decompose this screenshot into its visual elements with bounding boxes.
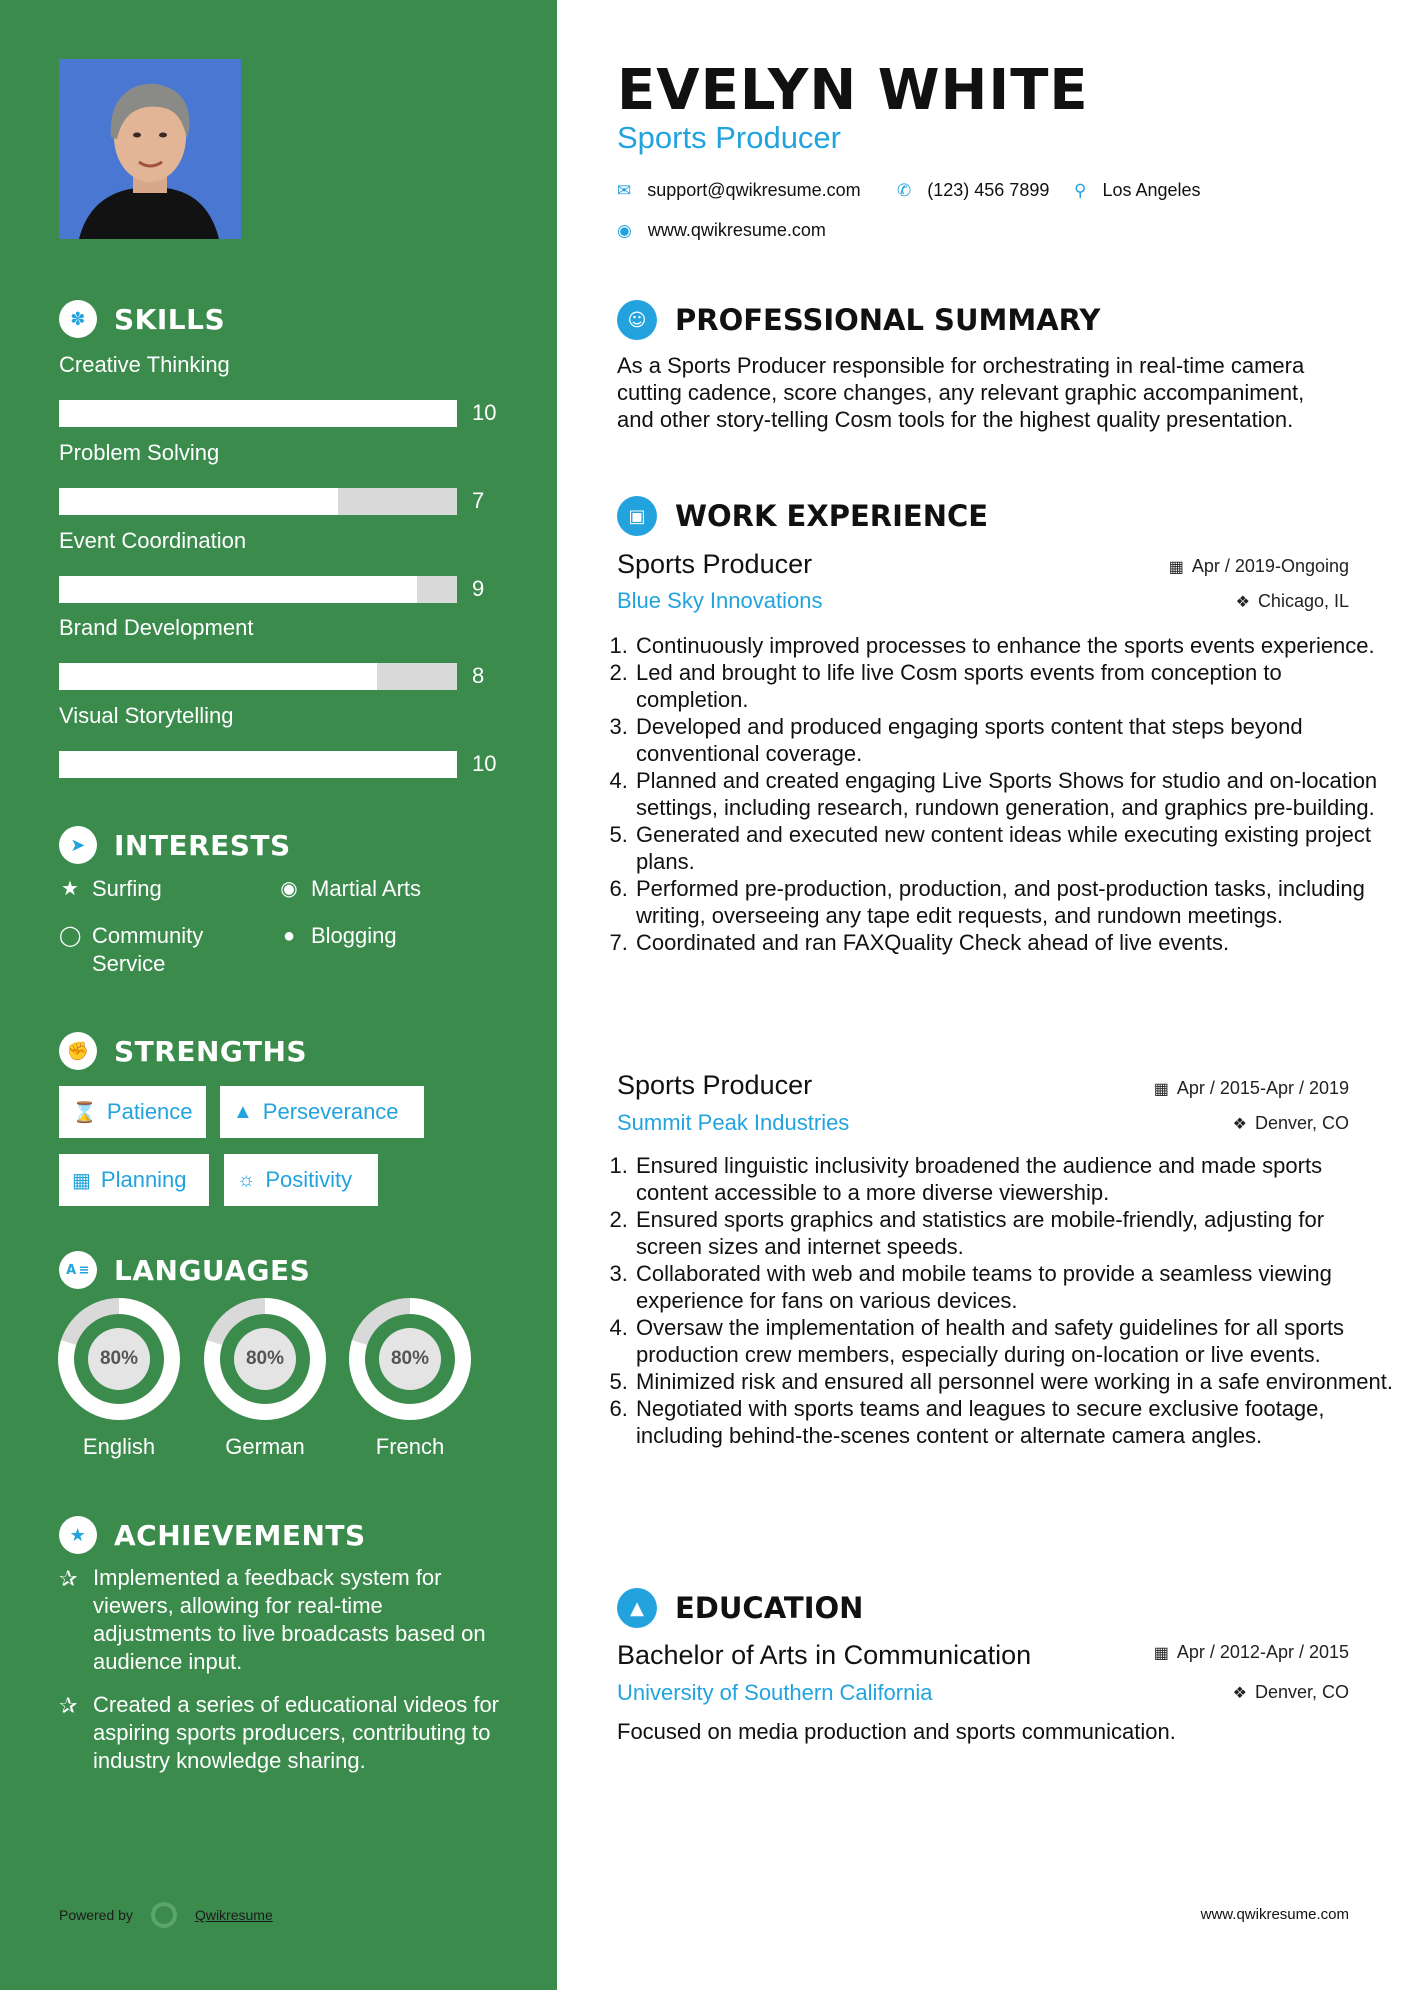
skill-bar <box>59 488 457 515</box>
interest-item <box>59 922 229 978</box>
paper-plane-icon: ➤ <box>59 826 97 864</box>
job-title: Sports Producer <box>617 549 813 579</box>
skill-name: Problem Solving <box>59 440 220 465</box>
skill-item <box>59 528 499 601</box>
pin-icon: ❖ <box>1232 1684 1247 1702</box>
list-item: 6. Negotiated with sports teams and leagues to secure exclusive footage, including behind-the-scenes content or alternate camera angles. <box>634 1395 1396 1449</box>
skill-level: 7 <box>472 488 485 513</box>
skill-item <box>59 440 499 513</box>
chair-icon: ▣ <box>617 496 657 536</box>
language-name: English <box>82 1434 156 1459</box>
skill-bar-fill <box>59 488 338 515</box>
education-location-text: Denver, CO <box>1254 1682 1349 1702</box>
skill-level: 10 <box>472 751 497 776</box>
achievement-item <box>59 1564 499 1676</box>
footer-url[interactable]: www.qwikresume.com <box>1200 1906 1349 1923</box>
qwikresume-logo-icon <box>151 1902 177 1928</box>
job-dates <box>1154 1078 1349 1099</box>
language-item <box>58 1298 180 1460</box>
skill-item <box>59 352 499 425</box>
list-item: 4. Oversaw the implementation of health and safety guidelines for all sports production crew members, especially during on-location or live events. <box>634 1314 1396 1368</box>
list-item: 7. Coordinated and ran FAXQuality Check ahead of live events. <box>634 929 1396 956</box>
contact-email <box>617 180 861 201</box>
graduation-icon: ▲ <box>617 1588 657 1628</box>
list-item: 4. Planned and created engaging Live Sports Shows for studio and on-location settings, including research, rundown generation, and graphics pre-building. <box>634 767 1396 821</box>
user-icon: ☺ <box>617 300 657 340</box>
achievements-heading <box>59 1516 366 1554</box>
achievements-title: ACHIEVEMENTS <box>114 1518 366 1552</box>
job-location-text: Chicago, IL <box>1257 591 1349 611</box>
users-icon: ● <box>282 925 296 947</box>
interest-label: Surfing <box>92 876 162 901</box>
powered-by-label: Powered by <box>59 1907 133 1923</box>
job-dates-text: Apr / 2019-Ongoing <box>1191 556 1349 576</box>
language-ring <box>204 1298 326 1420</box>
language-percent: 80% <box>234 1328 296 1390</box>
contact-location <box>1074 180 1201 201</box>
person-name: EVELYN WHITE <box>617 58 1089 123</box>
skills-heading <box>59 300 225 338</box>
road-icon: ▲ <box>233 1100 253 1123</box>
list-item: 2. Ensured sports graphics and statistics are mobile-friendly, adjusting for screen sizes and internet speeds. <box>634 1206 1396 1260</box>
list-item: 5. Minimized risk and ensured all personnel were working in a safe environment. <box>634 1368 1396 1395</box>
interest-label: Blogging <box>311 923 397 948</box>
language-icon: A ≡ <box>59 1251 97 1289</box>
strength-chip <box>224 1154 378 1206</box>
education-dates-text: Apr / 2012-Apr / 2015 <box>1176 1642 1349 1662</box>
contact-phone <box>897 180 1049 201</box>
job-dates <box>1169 556 1349 577</box>
education-location <box>1233 1682 1349 1703</box>
skill-bar <box>59 663 457 690</box>
job-location <box>1236 591 1349 612</box>
skill-bar-fill <box>59 400 457 427</box>
languages-heading <box>59 1251 310 1289</box>
lightbulb-icon: ✽ <box>59 300 97 338</box>
strength-chip <box>59 1086 206 1138</box>
language-percent: 80% <box>379 1328 441 1390</box>
skill-item <box>59 703 499 776</box>
skill-name: Brand Development <box>59 615 254 640</box>
shooting-star-icon: ✰ <box>59 1693 78 1718</box>
language-ring <box>349 1298 471 1420</box>
pin-icon: ❖ <box>1232 1115 1247 1133</box>
strength-chip <box>220 1086 424 1138</box>
map-marker-icon: ⚲ <box>1074 180 1087 200</box>
strengths-title: STRENGTHS <box>114 1034 308 1068</box>
skill-bar-fill <box>59 751 457 778</box>
skill-name: Event Coordination <box>59 528 247 553</box>
job-company: Summit Peak Industries <box>617 1110 850 1135</box>
calendar-icon: ▦ <box>1153 1644 1169 1662</box>
circle-notch-icon: ☼ <box>237 1168 256 1191</box>
job-duties-list <box>609 1152 1396 1449</box>
location-text: Los Angeles <box>1102 180 1201 200</box>
skill-bar-fill <box>59 576 417 603</box>
experience-title: WORK EXPERIENCE <box>675 499 989 533</box>
globe-icon: ◉ <box>280 878 298 900</box>
achievement-text: Created a series of educational videos for aspiring sports producers, contributing to industry knowledge sharing. <box>93 1692 500 1773</box>
summary-heading <box>617 300 1100 340</box>
achievement-item <box>59 1691 499 1775</box>
language-item <box>349 1298 471 1460</box>
strength-label: Perseverance <box>262 1099 399 1124</box>
strength-label: Positivity <box>265 1167 353 1192</box>
skill-bar <box>59 400 457 427</box>
strength-label: Patience <box>106 1099 193 1124</box>
list-item: 5. Generated and executed new content ideas while executing existing project plans. <box>634 821 1396 875</box>
job-duties-list <box>609 632 1396 956</box>
job-company: Blue Sky Innovations <box>617 588 823 613</box>
job-dates-text: Apr / 2015-Apr / 2019 <box>1176 1078 1349 1098</box>
education-text: Focused on media production and sports communication. <box>617 1719 1176 1744</box>
experience-heading <box>617 496 988 536</box>
email-text[interactable]: support@qwikresume.com <box>647 180 861 200</box>
calendar-icon: ▦ <box>1153 1080 1169 1098</box>
hourglass-icon: ⌛ <box>72 1101 97 1124</box>
job-location-text: Denver, CO <box>1254 1113 1349 1133</box>
fist-icon: ✊ <box>59 1032 97 1070</box>
education-title: EDUCATION <box>675 1591 864 1625</box>
interest-label: Community Service <box>92 923 204 976</box>
interest-item <box>278 922 397 950</box>
calendar-icon: ▦ <box>72 1169 91 1192</box>
education-dates <box>1154 1642 1349 1663</box>
summary-title: PROFESSIONAL SUMMARY <box>675 303 1101 337</box>
list-item: 1. Ensured linguistic inclusivity broadened the audience and made sports content accessible to a more diverse viewership. <box>634 1152 1396 1206</box>
strengths-heading <box>59 1032 307 1070</box>
language-name: French <box>375 1434 445 1459</box>
interest-label: Martial Arts <box>311 876 422 901</box>
skills-title: SKILLS <box>114 302 226 336</box>
skill-bar <box>59 576 457 603</box>
skill-bar-fill <box>59 663 377 690</box>
skill-name: Creative Thinking <box>59 352 230 377</box>
shooting-star-icon: ✰ <box>59 1566 78 1591</box>
strength-label: Planning <box>100 1167 187 1192</box>
interest-item <box>278 875 421 903</box>
list-item: 3. Collaborated with web and mobile teams to provide a seamless viewing experience for fans on various devices. <box>634 1260 1396 1314</box>
phone-text[interactable]: (123) 456 7899 <box>927 180 1050 200</box>
achievement-text: Implemented a feedback system for viewers, allowing for real-time adjustments to live broadcasts based on audience input. <box>93 1565 486 1674</box>
skill-level: 9 <box>472 576 485 601</box>
profile-photo <box>59 59 241 239</box>
job-location <box>1233 1113 1349 1134</box>
qwikresume-link[interactable]: Qwikresume <box>194 1907 273 1923</box>
summary-text: As a Sports Producer responsible for orchestrating in real-time camera cutting cadence, score changes, any relevant graphic accompaniment, and other story-telling Cosm tools for the highest quality presentation. <box>617 353 1305 432</box>
language-percent: 80% <box>88 1328 150 1390</box>
language-item <box>204 1298 326 1460</box>
job-title: Sports Producer <box>617 1070 813 1100</box>
pin-icon: ❖ <box>1235 593 1250 611</box>
globe-icon: ◉ <box>617 220 632 240</box>
list-item: 3. Developed and produced engaging sports content that steps beyond conventional coverage. <box>634 713 1396 767</box>
shield-icon: ◯ <box>59 925 82 947</box>
language-ring <box>58 1298 180 1420</box>
school-name: University of Southern California <box>617 1680 933 1705</box>
calendar-icon: ▦ <box>1168 558 1184 576</box>
main-content <box>557 0 1407 1990</box>
languages-title: LANGUAGES <box>114 1253 311 1287</box>
list-item: 2. Led and brought to life live Cosm sports events from conception to completion. <box>634 659 1396 713</box>
sidebar <box>0 0 557 1990</box>
degree-title: Bachelor of Arts in Communication <box>617 1640 1032 1670</box>
language-name: German <box>225 1434 305 1459</box>
envelope-icon: ✉ <box>617 180 632 200</box>
contact-website <box>617 220 826 241</box>
list-item: 6. Performed pre-production, production, and post-production tasks, including writing, overseeing any tape edit requests, and rundown meetings. <box>634 875 1396 929</box>
skill-level: 8 <box>472 663 485 688</box>
website-text[interactable]: www.qwikresume.com <box>647 220 826 240</box>
skill-bar <box>59 751 457 778</box>
interest-item <box>59 875 162 903</box>
interests-heading <box>59 826 291 864</box>
star-badge-icon: ★ <box>59 1516 97 1554</box>
phone-icon: ✆ <box>897 180 912 200</box>
star-icon: ★ <box>61 878 79 900</box>
interests-title: INTERESTS <box>114 828 291 862</box>
skill-item <box>59 615 499 688</box>
skill-level: 10 <box>472 400 497 425</box>
education-heading <box>617 1588 863 1628</box>
person-role: Sports Producer <box>617 120 841 155</box>
powered-by <box>59 1902 273 1928</box>
skill-name: Visual Storytelling <box>59 703 234 728</box>
strength-chip <box>59 1154 209 1206</box>
list-item: 1. Continuously improved processes to enhance the sports events experience. <box>634 632 1396 659</box>
